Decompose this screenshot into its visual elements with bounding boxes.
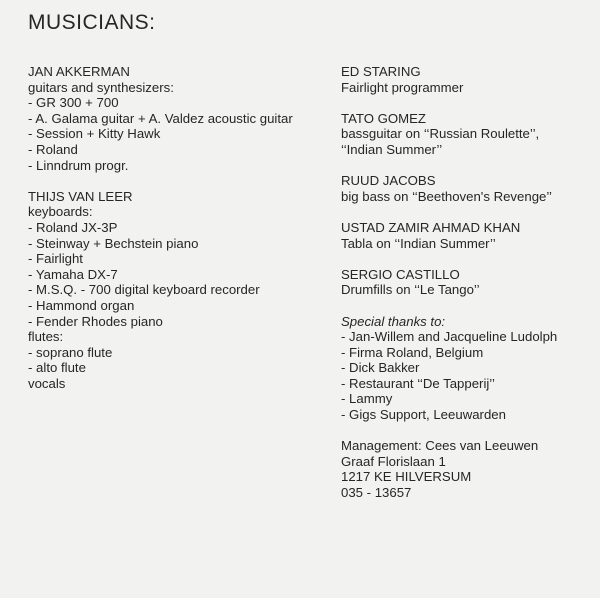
musician-name: THIJS VAN LEER <box>28 188 133 204</box>
musician-name: SERGIO CASTILLO <box>341 266 460 282</box>
credit-line: ‘‘Indian Summer’’ <box>341 141 443 157</box>
credit-line: - M.S.Q. - 700 digital keyboard recorder <box>28 282 260 298</box>
left-column <box>28 64 318 407</box>
special-thanks-title: Special thanks to: <box>341 313 446 329</box>
credit-line: Fairlight programmer <box>341 79 464 95</box>
credit-line: - soprano flute <box>28 344 113 360</box>
credit-line: - A. Galama guitar + A. Valdez acoustic guitar <box>28 110 293 126</box>
credit-line: - Roland JX-3P <box>28 219 118 235</box>
thanks-item: - Dick Bakker <box>341 360 420 376</box>
thanks-item: - Firma Roland, Belgium <box>341 344 484 360</box>
credit-line: - GR 300 + 700 <box>28 95 119 111</box>
credit-line: flutes: <box>28 329 64 345</box>
credit-line: bassguitar on ‘‘Russian Roulette’’, <box>341 126 540 142</box>
special-thanks <box>341 314 591 423</box>
musician-block-akkerman <box>28 64 318 173</box>
credit-line: - Hammond organ <box>28 297 135 313</box>
thanks-item: - Lammy <box>341 391 393 407</box>
credit-line: - Fender Rhodes piano <box>28 313 163 329</box>
musician-block-gomez <box>341 111 591 158</box>
credit-line: - Roland <box>28 141 78 157</box>
credit-line: - Steinway + Bechstein piano <box>28 235 199 251</box>
musician-name: ED STARING <box>341 64 421 79</box>
musician-name: TATO GOMEZ <box>341 110 426 126</box>
musician-block-staring <box>341 64 591 95</box>
credit-line: - Yamaha DX-7 <box>28 266 118 282</box>
management-address: Graaf Florislaan 1 <box>341 453 446 469</box>
musician-block-khan <box>341 220 591 251</box>
musician-name: RUUD JACOBS <box>341 173 436 189</box>
credit-line: vocals <box>28 375 66 391</box>
thanks-item: - Gigs Support, Leeuwarden <box>341 407 506 423</box>
musician-block-van-leer <box>28 189 318 392</box>
management-phone: 035 - 13657 <box>341 485 412 501</box>
thanks-item: - Jan-Willem and Jacqueline Ludolph <box>341 329 558 345</box>
thanks-item: - Restaurant ‘‘De Tapperij’’ <box>341 375 495 391</box>
page-title: MUSICIANS: <box>28 11 156 34</box>
credit-line: - Linndrum progr. <box>28 157 129 173</box>
management-line: Management: Cees van Leeuwen <box>341 438 539 454</box>
credit-line: Drumfills on ‘‘Le Tango’’ <box>341 282 480 298</box>
credit-line: - alto flute <box>28 360 86 376</box>
musician-name: USTAD ZAMIR AHMAD KHAN <box>341 219 521 235</box>
credit-line: Tabla on ‘‘Indian Summer’’ <box>341 235 496 251</box>
credit-line: big bass on ‘‘Beethoven's Revenge’’ <box>341 188 552 204</box>
credit-line: - Fairlight <box>28 251 83 267</box>
musician-block-jacobs <box>341 173 591 204</box>
credit-line: keyboards: <box>28 204 93 220</box>
credit-line: guitars and synthesizers: <box>28 79 174 95</box>
credit-line: - Session + Kitty Hawk <box>28 126 161 142</box>
musician-name: JAN AKKERMAN <box>28 64 130 79</box>
management-city: 1217 KE HILVERSUM <box>341 469 472 485</box>
musician-block-castillo <box>341 267 591 298</box>
management-contact <box>341 438 591 500</box>
right-column <box>341 64 591 516</box>
